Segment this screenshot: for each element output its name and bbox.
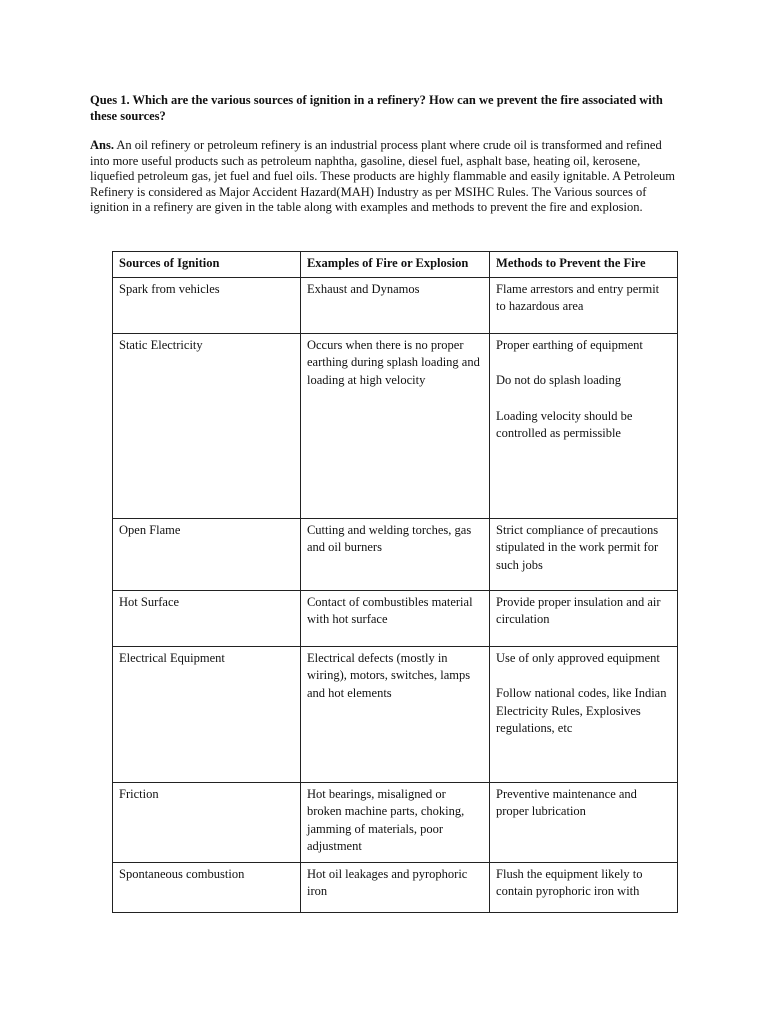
table-row xyxy=(113,590,678,646)
question-text: Ques 1. Which are the various sources of ignition in a refinery? How can we prevent the fire associated with these sources? xyxy=(90,93,663,123)
method-text: Flush the equipment likely to contain pyrophoric iron with xyxy=(496,866,643,898)
method-text: Loading velocity should be controlled as permissible xyxy=(496,408,633,440)
header-methods: Methods to Prevent the Fire xyxy=(490,252,678,278)
cell-example: Occurs when there is no proper earthing during splash loading and loading at high velocity xyxy=(300,333,489,518)
cell-source: Open Flame xyxy=(113,518,301,590)
cell-source: Static Electricity xyxy=(113,333,301,518)
table-header-row xyxy=(113,252,678,278)
header-sources: Sources of Ignition xyxy=(113,252,301,278)
cell-methods xyxy=(490,862,678,912)
cell-methods xyxy=(490,590,678,646)
cell-methods xyxy=(490,646,678,782)
answer-paragraph xyxy=(90,138,680,216)
header-examples: Examples of Fire or Explosion xyxy=(300,252,489,278)
answer-label: Ans. xyxy=(90,138,114,152)
cell-example: Exhaust and Dynamos xyxy=(300,277,489,333)
table-row xyxy=(113,277,678,333)
cell-source: Hot Surface xyxy=(113,590,301,646)
cell-methods xyxy=(490,277,678,333)
cell-example: Cutting and welding torches, gas and oil burners xyxy=(300,518,489,590)
table-row xyxy=(113,862,678,912)
cell-source: Spontaneous combustion xyxy=(113,862,301,912)
cell-source: Electrical Equipment xyxy=(113,646,301,782)
method-text: Use of only approved equipment xyxy=(496,650,660,665)
cell-example: Contact of combustibles material with hot surface xyxy=(300,590,489,646)
method-text: Provide proper insulation and air circulation xyxy=(496,594,661,626)
ignition-sources-table xyxy=(112,251,678,913)
cell-methods xyxy=(490,518,678,590)
table-row xyxy=(113,518,678,590)
table-row xyxy=(113,782,678,862)
cell-methods xyxy=(490,782,678,862)
cell-example: Hot oil leakages and pyrophoric iron xyxy=(300,862,489,912)
answer-text: An oil refinery or petroleum refinery is an industrial process plant where crude oil is transformed and refined into more useful products such as petroleum naphtha, gasoline, diesel fuel, asphalt base, heating oil, kerosene, liquefied petroleum gas, jet fuel and fuel oils. These products are highly flammable and easily ignitable. A Petroleum Refinery is considered as Major Accident Hazard(MAH) Industry as per MSIHC Rules. The Various sources of ignition in a refinery are given in the table along with examples and methods to prevent the fire and explosion. xyxy=(90,138,676,215)
cell-methods xyxy=(490,333,678,518)
cell-example: Electrical defects (mostly in wiring), motors, switches, lamps and hot elements xyxy=(300,646,489,782)
method-text: Proper earthing of equipment xyxy=(496,337,643,352)
cell-source: Spark from vehicles xyxy=(113,277,301,333)
table-row xyxy=(113,646,678,782)
method-text: Preventive maintenance and proper lubrication xyxy=(496,786,637,818)
cell-example: Hot bearings, misaligned or broken machine parts, choking, jamming of materials, poor adjustment xyxy=(300,782,489,862)
method-text: Strict compliance of precautions stipulated in the work permit for such jobs xyxy=(496,522,659,572)
method-text: Do not do splash loading xyxy=(496,373,622,387)
cell-source: Friction xyxy=(113,782,301,862)
method-text: Flame arrestors and entry permit to hazardous area xyxy=(496,281,660,313)
method-text: Follow national codes, like Indian Electricity Rules, Explosives regulations, etc xyxy=(496,686,667,735)
table-row xyxy=(113,333,678,518)
